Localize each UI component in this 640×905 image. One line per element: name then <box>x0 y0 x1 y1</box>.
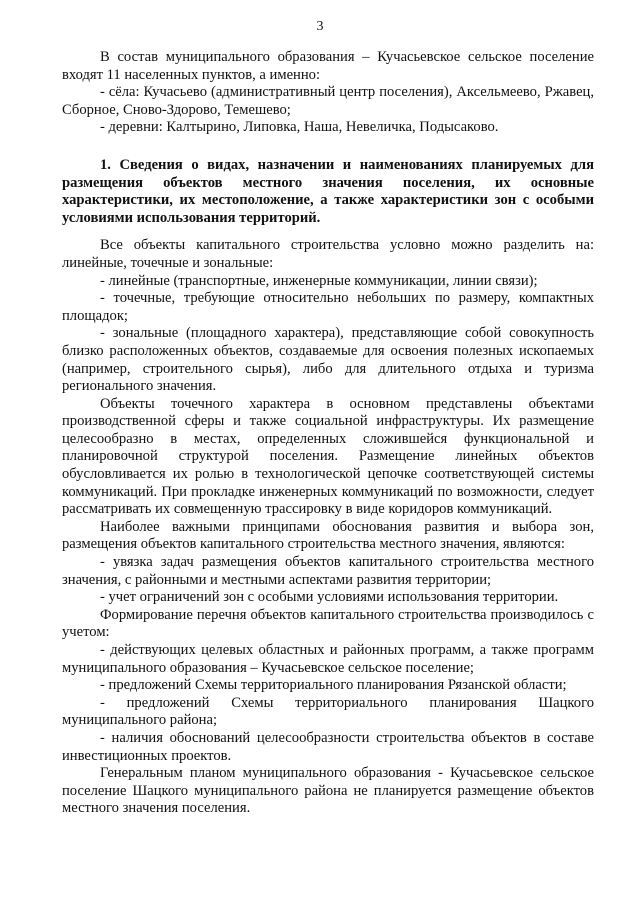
body-paragraph: Наиболее важными принципами обоснования развития и выбора зон, размещения объектов капитального строительства местного значения, являются: <box>62 518 594 553</box>
list-item: - предложений Схемы территориального планирования Шацкого муниципального района; <box>62 694 594 729</box>
list-item: - действующих целевых областных и районных программ, а также программ муниципального образования – Кучасьевское сельское поселение; <box>62 642 594 676</box>
body-paragraph: Все объекты капитального строительства условно можно разделить на: линейные, точечные и зональные: <box>62 237 594 271</box>
intro-paragraph: В состав муниципального образования – Кучасьевское сельское поселение входят 11 населенных пунктов, а именно: <box>62 49 594 83</box>
list-item: - предложений Схемы территориального планирования Рязанской области; <box>100 677 567 694</box>
body-paragraph: Объекты точечного характера в основном представлены объектами производственной сферы и также социальной инфраструктуры. Их размещение целесообразно в местах, определенных сложившейся функциональной и планировочной структурой поселения. Размещение линейных объектов обусловливается их ролью в технологической цепочке соответствующей системы коммуникаций. При прокладке инженерных коммуникаций по возможности, следует рассматривать их совмещенную трассировку в виде коридоров коммуникаций. <box>62 395 594 518</box>
list-item: - зональные (площадного характера), представляющие собой совокупность близко расположенных объектов, создаваемые для освоения полезных ископаемых (например, строительного сырья), либо для длительного отдыха и туризма регионального значения. <box>62 325 594 395</box>
list-item: - точечные, требующие относительно небольших по размеру, компактных площадок; <box>62 290 594 324</box>
hamlets-list-item: - деревни: Калтырино, Липовка, Наша, Невеличка, Подысаково. <box>100 119 499 136</box>
body-paragraph: Генеральным планом муниципального образования - Кучасьевское сельское поселение Шацкого муниципального района не планируется размещение объектов местного значения поселения. <box>62 765 594 817</box>
list-item: - учет ограничений зон с особыми условиями использования территории. <box>100 589 559 606</box>
body-paragraph: Формирование перечня объектов капитального строительства производилось с учетом: <box>62 606 594 641</box>
page-number: 3 <box>316 19 324 34</box>
list-item: - линейные (транспортные, инженерные коммуникации, линии связи); <box>100 272 538 289</box>
list-item: - увязка задач размещения объектов капитального строительства местного значения, с районными и местными аспектами развития территории; <box>62 554 594 588</box>
document-body <box>62 49 594 818</box>
villages-list-item: - сёла: Кучасьево (административный центр поселения), Аксельмеево, Ржавец, Сборное, Сново-Здорово, Темешево; <box>62 84 594 118</box>
section-heading: 1. Сведения о видах, назначении и наименованиях планируемых для размещения объектов местного значения поселения, их основные характеристики, их местоположение, а также характеристики зон с особыми условиями использования территорий. <box>62 156 594 226</box>
list-item: - наличия обоснований целесообразности строительства объектов в составе инвестиционных проектов. <box>62 729 594 764</box>
